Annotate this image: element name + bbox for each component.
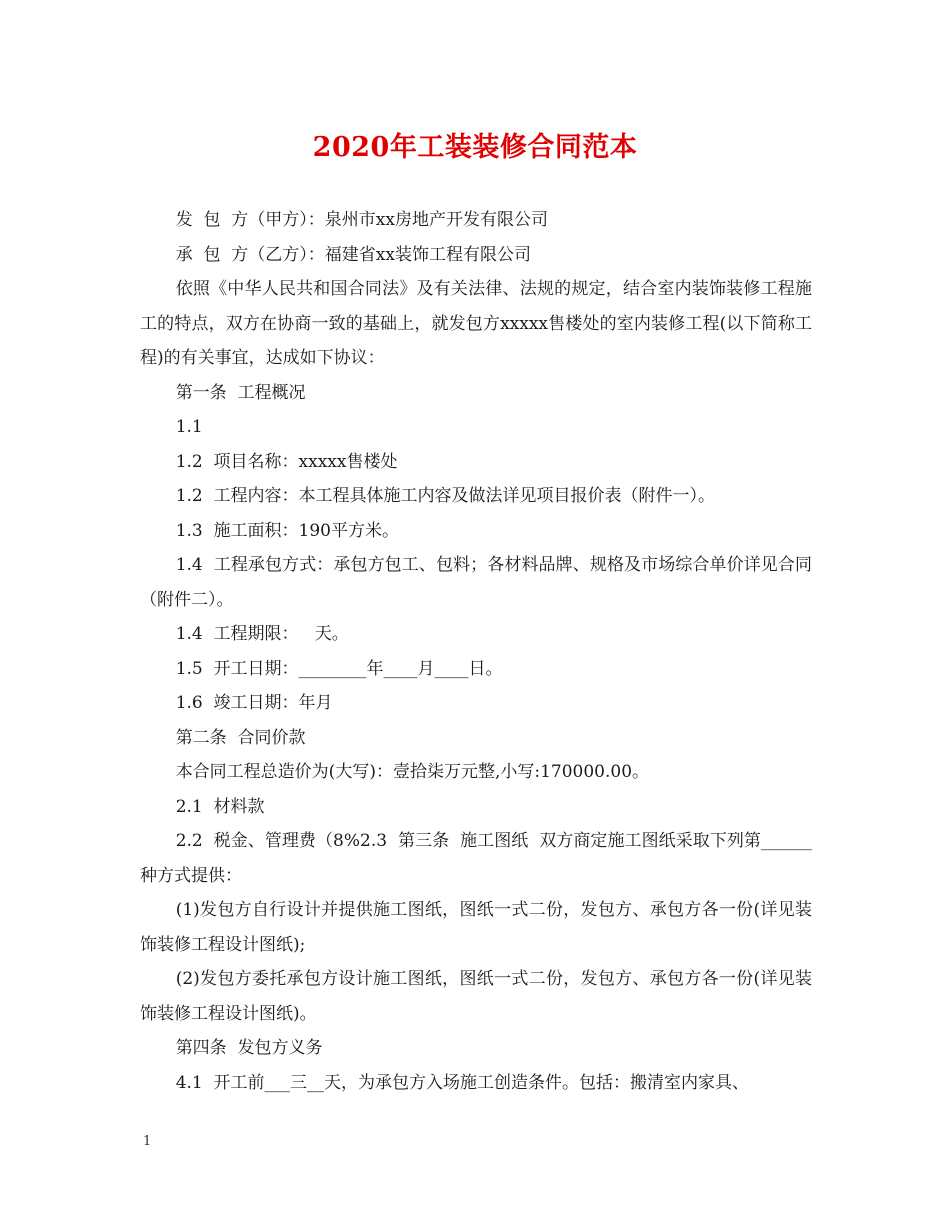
- party-b-line: 承 包 方（乙方）：福建省xx装饰工程有限公司: [175, 244, 531, 265]
- document-body: [140, 203, 812, 1100]
- clause-project-name: 1.2 项目名称：xxxxx售楼处: [175, 451, 398, 472]
- clause-start-date: 1.5 开工日期：________年____月____日。: [175, 658, 503, 679]
- article-4-heading: 第四条 发包方义务: [175, 1038, 323, 1058]
- clause-project-content: 1.2 工程内容：本工程具体施工内容及做法详见项目报价表（附件一）。: [175, 486, 716, 506]
- article-2-heading: 第二条 合同价款: [175, 727, 306, 748]
- drawing-option-2: (2)发包方委托承包方设计施工图纸，图纸一式二份，发包方、承包方各一份(详见装饰装修工程设计图纸)。: [140, 969, 812, 1024]
- clause-4-1: 4.1 开工前___三__天，为承包方入场施工创造条件。包括：搬清室内家具、: [175, 1072, 750, 1093]
- drawing-option-1: (1)发包方自行设计并提供施工图纸，图纸一式二份，发包方、承包方各一份(详见装饰装修工程设计图纸);: [140, 900, 812, 955]
- total-price-line: 本合同工程总造价为(大写)：壹拾柒万元整,小写:170000.00。: [175, 762, 650, 782]
- article-1-heading: 第一条 工程概况: [175, 382, 306, 403]
- preamble-paragraph: 依照《中华人民共和国合同法》及有关法律、法规的规定，结合室内装饰装修工程施工的特点，双方在协商一致的基础上，就发包方xxxxx售楼处的室内装修工程(以下简称工程)的有关事宜，达成如下协议：: [140, 279, 812, 368]
- clause-construction-area: 1.3 施工面积：190平方米。: [175, 520, 399, 541]
- clause-2-2: 2.2 税金、管理费（8%2.3 第三条 施工图纸 双方商定施工图纸采取下列第______种方式提供：: [140, 831, 812, 886]
- clause-1-1: 1.1: [175, 417, 203, 437]
- document-title: 2020年工装装修合同范本: [312, 132, 638, 163]
- page-number: 1: [143, 1134, 152, 1149]
- clause-contract-method: 1.4 工程承包方式：承包方包工、包料；各材料品牌、规格及市场综合单价详见合同（附件二）。: [140, 555, 812, 610]
- clause-completion-date: 1.6 竣工日期：年月: [175, 693, 333, 713]
- clause-duration: 1.4 工程期限： 天。: [175, 624, 349, 644]
- party-a-line: 发 包 方（甲方）：泉州市xx房地产开发有限公司: [175, 210, 548, 230]
- clause-2-1: 2.1 材料款: [175, 796, 265, 817]
